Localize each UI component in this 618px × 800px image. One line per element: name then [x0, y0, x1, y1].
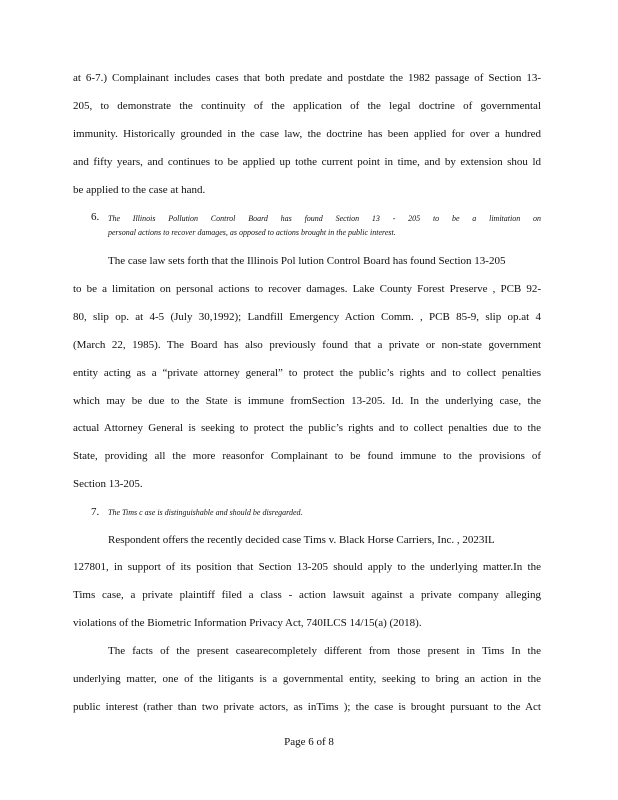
para6-line: which may be due to the State is immune fromSection 13-205. Id. In the underlying case, the: [73, 395, 541, 407]
para7-line: Tims case, a private plaintiff filed a class - action lawsuit against a private company alleging: [73, 589, 541, 601]
para6-line: (March 22, 1985). The Board has also previously found that a private or non-state government: [73, 339, 541, 351]
para7-line: violations of the Biometric Information Privacy Act, 740ILCS 14/15(a) (2018).: [73, 617, 422, 629]
heading-7-text: The Tims c ase is distinguishable and should be disregarded.: [108, 508, 303, 517]
heading-6-line2: personal actions to recover damages, as opposed to actions brought in the public interest.: [108, 228, 396, 237]
para6-line: actual Attorney General is seeking to protect the public’s rights and to collect penalties due to the: [73, 422, 541, 434]
heading-6-line1: The Illinois Pollution Control Board has found Section 13 - 205 to be a limitation on: [108, 214, 541, 223]
para7-line: 127801, in support of its position that Section 13-205 should apply to the underlying matter.In the: [73, 561, 541, 573]
para6-line: The case law sets forth that the Illinois Pol lution Control Board has found Section 13-205: [108, 255, 506, 267]
para6-line: 80, slip op. at 4-5 (July 30,1992); Landfill Emergency Action Comm. , PCB 85-9, slip op.at 4: [73, 311, 541, 323]
para8-line: The facts of the present casearecompletely different from those present in Tims In the: [108, 645, 541, 657]
para7-line: Respondent offers the recently decided case Tims v. Black Horse Carriers, Inc. , 2023IL: [108, 534, 495, 546]
heading-7-number: 7.: [91, 506, 100, 518]
page-number: Page 6 of 8: [284, 736, 334, 748]
para6-line: entity acting as a “private attorney general” to protect the public’s rights and to collect penalties: [73, 367, 541, 379]
heading-6-number: 6.: [91, 211, 100, 223]
para8-line: public interest (rather than two private actors, as inTims ); the case is brought pursuant to the Act: [73, 701, 541, 713]
body-line: at 6-7.) Complainant includes cases that both predate and postdate the 1982 passage of Section 13-: [73, 72, 541, 84]
para6-line: to be a limitation on personal actions to recover damages. Lake County Forest Preserve , PCB 92-: [73, 283, 541, 295]
body-line: and fifty years, and continues to be applied up tothe current point in time, and by extension shou ld: [73, 156, 541, 168]
body-line: be applied to the case at hand.: [73, 184, 206, 196]
para8-line: underlying matter, one of the litigants is a governmental entity, seeking to bring an action in the: [73, 673, 541, 685]
para6-line: Section 13-205.: [73, 478, 143, 490]
body-line: 205, to demonstrate the continuity of the application of the legal doctrine of governmental: [73, 100, 541, 112]
para6-line: State, providing all the more reasonfor Complainant to be found immune to the provisions of: [73, 450, 541, 462]
body-line: immunity. Historically grounded in the case law, the doctrine has been applied for over a hundred: [73, 128, 541, 140]
